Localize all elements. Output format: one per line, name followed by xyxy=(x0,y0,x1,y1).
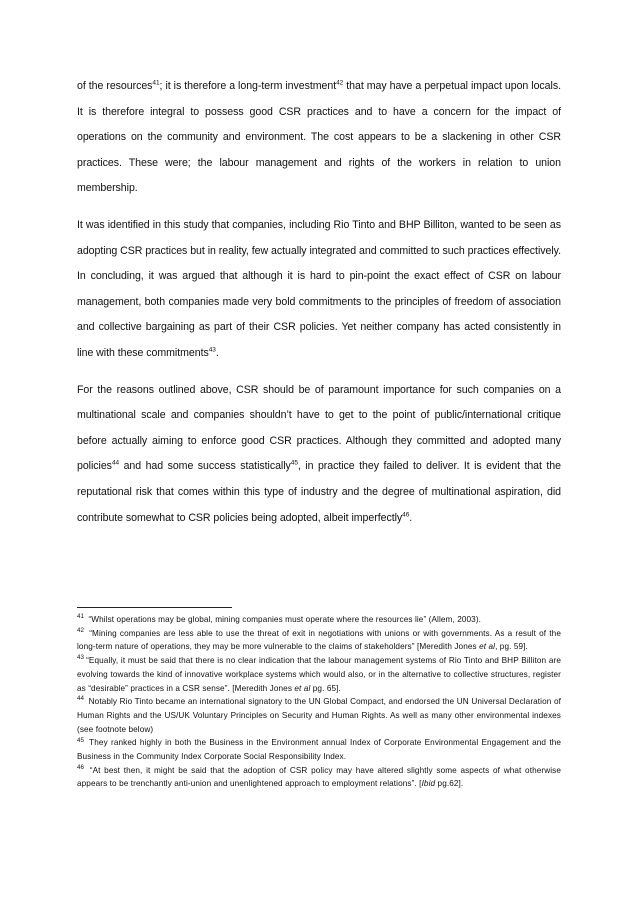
footnote-reference: 43 xyxy=(208,346,216,354)
text-run: , pg. 59]. xyxy=(495,642,528,652)
italic-text: Ibid xyxy=(421,779,436,789)
text-run: “At best then, it might be said that the adoption of CSR policy may have altered slightly some aspects of what otherwise appears to be trenchantly anti-union and unenlightened approach to employment relations”. [ xyxy=(77,765,561,789)
text-run: They ranked highly in both the Business in the Environment annual Index of Corporate Environmental Engagement and the Business in the Community Index Corporate Social Responsibility Index. xyxy=(77,738,561,762)
footnote-number: 42 xyxy=(77,626,85,634)
italic-text: et al xyxy=(294,683,311,693)
text-run: “Equally, it must be said that there is no clear indication that the labour management systems of Rio Tinto and BHP Billiton are evolving towards the kind of innovative workplace systems which would also, or in the alternative to collective structures, register as “desirable” practices in a CSR sense”. [Meredith Jones xyxy=(77,656,561,693)
italic-text: et al xyxy=(479,642,496,652)
text-run: “Mining companies are less able to use the threat of exit in negotiations with unions or with governments. As a result of the long-term nature of operations, they may be more vulnerable to the claims of stakeholders” [Meredith Jones xyxy=(77,628,561,652)
footnote-reference: 46 xyxy=(402,510,410,518)
footnote xyxy=(77,695,561,736)
paragraph xyxy=(77,378,561,532)
footnote xyxy=(77,627,561,654)
footnote xyxy=(77,736,561,763)
footnote-number: 46 xyxy=(77,764,85,771)
footnote-reference: 45 xyxy=(290,459,298,467)
footnote-reference: 44 xyxy=(111,459,120,467)
text-run: pg. 65]. xyxy=(310,683,341,693)
footnote-number: 43 xyxy=(77,654,85,662)
footnote-text xyxy=(77,766,561,789)
footnote-text xyxy=(77,738,561,761)
footnote-reference: 42 xyxy=(336,79,344,87)
footnote-text xyxy=(86,615,481,624)
text-run: For the reasons outlined above, CSR should be of paramount importance for such companies on a multinational scale and companies shouldn’t have to get to the point of public/international critique before actually aiming to enforce good CSR practices. Although they committed and adopted many policies xyxy=(77,383,561,473)
footnote-number: 41 xyxy=(77,613,85,621)
footnote-text xyxy=(77,656,561,692)
text-run: . xyxy=(409,511,413,524)
text-run: pg.62]. xyxy=(435,779,464,789)
footnote xyxy=(77,764,561,791)
text-run: , in practice they failed to deliver. It is evident that the reputational risk that comes within this type of industry and the degree of multinational aspiration, did contribute somewhat to CSR policies being adopted, albeit imperfectly xyxy=(77,460,561,524)
text-run: and had some success statistically xyxy=(119,460,291,473)
text-run: Notably Rio Tinto became an international signatory to the UN Global Compact, and endorsed the UN Universal Declaration of Human Rights and the US/UK Voluntary Principles on Security and Human Rights. As well as many other environmental indexes (see footnote below) xyxy=(77,697,561,734)
paragraph xyxy=(77,213,561,367)
footnote xyxy=(77,654,561,695)
text-run: It was identified in this study that companies, including Rio Tinto and BHP Billiton, wanted to be seen as adopting CSR practices but in reality, few actually integrated and committed to such practices effectively. In concluding, it was argued that although it is hard to pin-point the exact effect of CSR on labour management, both companies made very bold commitments to the principles of freedom of association and collective bargaining as part of their CSR policies. Yet neither company has acted consistently in line with these commitments xyxy=(77,218,561,359)
footnote-number: 44 xyxy=(77,695,85,703)
footnote-text xyxy=(77,697,561,733)
footnote-reference: 41 xyxy=(152,79,160,87)
text-run: of the resources xyxy=(77,80,153,92)
text-run: ; it is therefore a long-term investment xyxy=(159,80,337,92)
paragraph xyxy=(77,74,561,202)
body-text xyxy=(77,74,561,542)
footnote-number: 45 xyxy=(77,736,85,744)
text-run: “Whilst operations may be global, mining companies must operate where the resources lie” (Allem, 2003). xyxy=(86,615,482,624)
footnotes xyxy=(77,613,561,791)
text-run: . xyxy=(215,346,219,359)
text-run: that may have a perpetual impact upon locals. It is therefore integral to possess good CSR practices and to have a concern for the impact of operations on the community and environment. The cost appears to be a slackening in other CSR practices. These were; the labour management and rights of the workers in relation to union membership. xyxy=(77,80,561,195)
footnote xyxy=(77,613,561,627)
footnote-text xyxy=(77,626,561,652)
footnote-separator xyxy=(77,607,232,608)
